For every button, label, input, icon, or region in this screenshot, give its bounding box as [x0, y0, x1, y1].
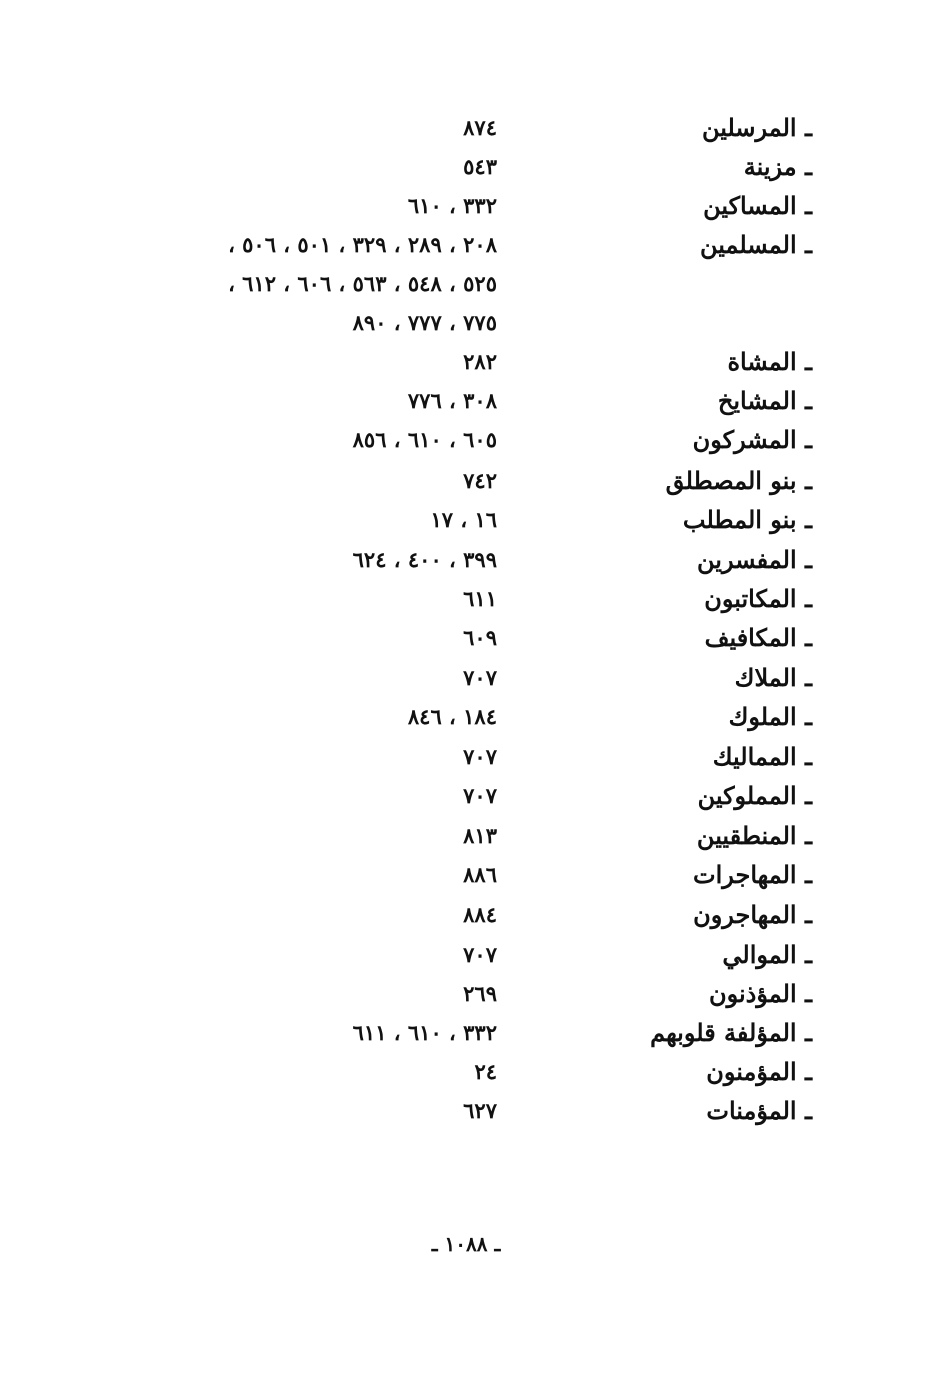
- index-entry: [112, 855, 812, 895]
- entry-pages: ٦٢٧: [463, 1098, 497, 1123]
- index-entry: [112, 697, 812, 737]
- index-entry: [112, 895, 812, 935]
- index-entry: [112, 461, 812, 501]
- index-entry: [112, 1052, 812, 1092]
- index-entry: [112, 776, 812, 816]
- entry-name: ـ المسلمين: [700, 230, 812, 259]
- index-entry: [112, 225, 812, 265]
- entry-name: ـ المؤمنات: [706, 1096, 812, 1125]
- index-entry: [112, 540, 812, 580]
- entry-pages: ٣٣٢ ، ٦١٠: [407, 193, 497, 218]
- entry-pages: ٧٧٥ ، ٧٧٧ ، ٨٩٠: [352, 310, 497, 335]
- entry-pages: ٣٣٢ ، ٦١٠ ، ٦١١: [352, 1020, 497, 1045]
- entry-pages: ٥٢٥ ، ٥٤٨ ، ٥٦٣ ، ٦٠٦ ، ٦١٢ ،: [228, 271, 497, 296]
- index-entry: [112, 935, 812, 975]
- index-entry: [112, 618, 812, 658]
- index-entry: [112, 579, 812, 619]
- entry-name: ـ المملوكين: [697, 781, 812, 810]
- entry-pages: ٨٨٦: [463, 862, 497, 887]
- entry-name: ـ الموالي: [722, 940, 812, 969]
- index-entry: [112, 1013, 812, 1053]
- entry-name: ـ المنطقيين: [696, 821, 812, 850]
- entry-pages: ٣٩٩ ، ٤٠٠ ، ٦٢٤: [352, 547, 497, 572]
- entry-name: ـ المؤمنون: [706, 1057, 812, 1086]
- index-entry: [112, 186, 812, 226]
- index-entry: [112, 147, 812, 187]
- entry-name: ـ المهاجرات: [693, 860, 812, 889]
- entry-pages: ٦٠٥ ، ٦١٠ ، ٨٥٦: [352, 427, 497, 452]
- entry-name: ـ الملوك: [728, 702, 812, 731]
- index-entry: [112, 974, 812, 1014]
- entry-pages: ٢٤: [474, 1059, 497, 1084]
- index-entry: [112, 108, 812, 148]
- entry-pages: ٦٠٩: [463, 625, 497, 650]
- index-entry: [112, 1091, 812, 1131]
- entry-pages: ٧٠٧: [463, 783, 497, 808]
- entry-pages: ٧٠٧: [463, 744, 497, 769]
- entry-pages: ٨١٣: [463, 823, 497, 848]
- entry-name: ـ المرسلين: [701, 113, 812, 142]
- entry-name: ـ المؤلفة قلوبهم: [650, 1018, 812, 1047]
- entry-name: ـ المشايخ: [717, 386, 812, 415]
- entry-pages: ٥٤٣: [463, 154, 497, 179]
- entry-pages: ٦١١: [463, 586, 497, 611]
- entry-name: ـ بنو المصطلق: [665, 466, 812, 495]
- entry-continuation: [97, 303, 497, 343]
- entry-pages: ١٨٤ ، ٨٤٦: [407, 704, 497, 729]
- entry-name: ـ المكافيف: [704, 623, 812, 652]
- entry-name: ـ المساكين: [703, 191, 812, 220]
- entry-name: ـ المشركون: [692, 425, 812, 454]
- entry-pages: ٨٨٤: [463, 902, 497, 927]
- index-entry: [112, 342, 812, 382]
- entry-pages: ٧٠٧: [463, 665, 497, 690]
- page-number: ـ ١٠٨٨ ـ: [431, 1232, 501, 1256]
- index-entry: [112, 658, 812, 698]
- index-entry: [112, 381, 812, 421]
- entry-name: ـ بنو المطلب: [682, 505, 812, 534]
- entry-name: ـ المفسرين: [697, 545, 812, 574]
- entry-name: ـ مزينة: [743, 152, 812, 181]
- entry-name: ـ المؤذنون: [708, 979, 812, 1008]
- entry-pages: ٢٠٨ ، ٢٨٩ ، ٣٢٩ ، ٥٠١ ، ٥٠٦ ،: [228, 232, 497, 257]
- entry-pages: ٨٧٤: [463, 115, 497, 140]
- entry-pages: ١٦ ، ١٧: [430, 507, 497, 532]
- index-entry: [112, 737, 812, 777]
- entry-name: ـ المماليك: [712, 742, 812, 771]
- entry-pages: ٧٤٢: [463, 468, 497, 493]
- entry-pages: ٣٠٨ ، ٧٧٦: [407, 388, 497, 413]
- entry-name: ـ المهاجرون: [693, 900, 812, 929]
- entry-continuation: [97, 264, 497, 304]
- entry-name: ـ المشاة: [727, 347, 812, 376]
- entry-pages: ٢٨٢: [463, 349, 497, 374]
- index-entry: [112, 420, 812, 460]
- entry-name: ـ الملاك: [734, 663, 812, 692]
- index-entry: [112, 816, 812, 856]
- entry-pages: ٧٠٧: [463, 942, 497, 967]
- index-entry: [112, 500, 812, 540]
- entry-pages: ٢٦٩: [463, 981, 497, 1006]
- entry-name: ـ المكاتبون: [704, 584, 812, 613]
